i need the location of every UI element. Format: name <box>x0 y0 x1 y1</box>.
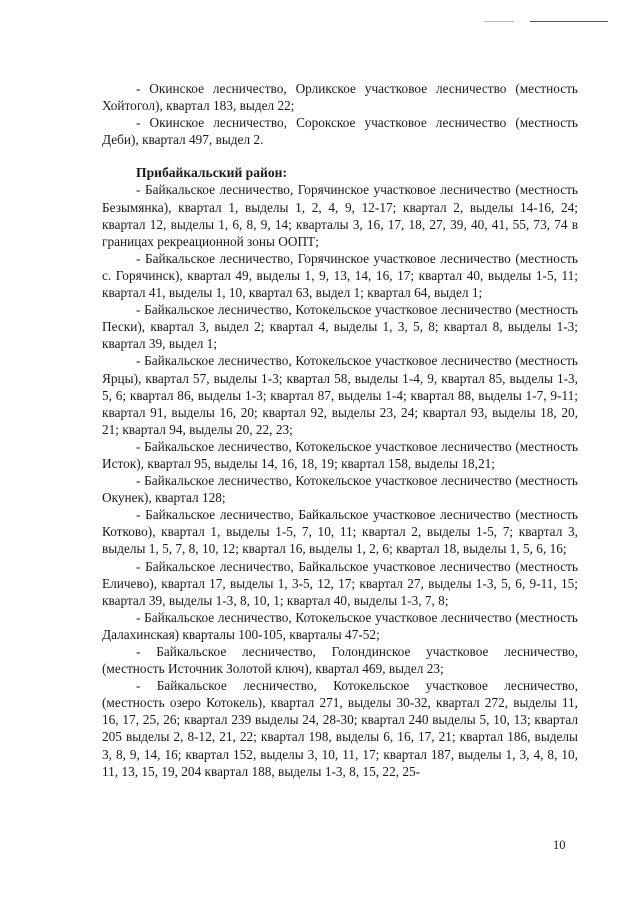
header-rule <box>530 21 608 22</box>
list-item: - Байкальское лесничество, Котокельское участковое лесничество (местность Исток), квартал 95, выделы 14, 16, 18, 19; квартал 158, выделы 18,21; <box>102 438 578 471</box>
list-item: - Байкальское лесничество, Котокельское участковое лесничество (местность Пески), квартал 3, выдел 2; квартал 4, выделы 1, 3, 5, 8; квартал 8, выделы 1-3; квартал 39, выдел 1; <box>102 302 578 352</box>
list-item: - Байкальское лесничество, Котокельское участковое лесничество (местность Окунек), квартал 128; <box>102 473 578 506</box>
list-item: - Байкальское лесничество, Котокельское участковое лесничество (местность Ярцы), квартал 57, выделы 1-3; квартал 58, выделы 1-4, 9, квартал 85, выделы 1-3, 5, 6; квартал 86, выделы 1-3; квартал 87, выделы 1-4; квартал 88, выделы 1-7, 9-11; квартал 91, выделы 16, 20; квартал 92, выделы 23, 24; квартал 93, выделы 18, 20, 21; квартал 94, выделы 20, 22, 23; <box>102 353 578 437</box>
header-rule-faint <box>484 21 514 22</box>
list-item: - Байкальское лесничество, Горячинское участковое лесничество (местность с. Горячинск), квартал 49, выделы 1, 9, 13, 14, 16, 17; квартал 40, выделы 1-5, 11; квартал 41, выделы 1, 10, квартал 63, выдел 1; квартал 64, выдел 1; <box>102 250 578 301</box>
list-item: - Байкальское лесничество, Байкальское участковое лесничество (местность Котково), квартал 1, выделы 1-5, 7, 10, 11; квартал 2, выделы 1-5, 7; квартал 3, выделы 1, 5, 7, 8, 10, 12; квартал 16, выделы 1, 2, 6; квартал 18, выделы 1, 5, 6, 16; <box>102 507 578 557</box>
intro-paragraph: - Окинское лесничество, Орликское участковое лесничество (местность Хойтогол), квартал 183, выдел 22; <box>102 81 578 114</box>
list-item: - Байкальское лесничество, Котокельское участковое лесничество (местность Далахинская) кварталы 100-105, кварталы 47-52; <box>102 609 578 642</box>
list-item: - Байкальское лесничество, Котокельское участковое лесничество, (местность озеро Котокель), квартал 271, выделы 30-32, квартал 272, выделы 11, 16, 17, 25, 26; квартал 239 выделы 24, 28-30; квартал 240 выделы 5, 10, 13; квартал 205 выделы 2, 8-12, 21, 22; квартал 198, выделы 6, 16, 17, 21; квартал 186, выделы 3, 8, 9, 14, 16; квартал 152, выделы 3, 10, 11, 17; квартал 187, выделы 1, 3, 4, 8, 10, 11, 13, 15, 19, 204 квартал 188, выделы 1-3, 8, 15, 22, 25- <box>102 678 578 779</box>
list-item: - Байкальское лесничество, Голондинское участковое лесничество, (местность Источник Золотой ключ), квартал 469, выдел 23; <box>102 644 578 677</box>
list-item: - Байкальское лесничество, Байкальское участковое лесничество (местность Еличево), квартал 17, выделы 1, 3-5, 12, 17; квартал 27, выделы 1-3, 5, 6, 9-11, 15; квартал 39, выделы 1-3, 8, 10, 1; квартал 40, выделы 1-3, 7, 8; <box>102 558 578 608</box>
page-number: 10 <box>553 838 566 852</box>
list-item: - Байкальское лесничество, Горячинское участковое лесничество (местность Безымянка), квартал 1, выделы 1, 2, 4, 9, 12-17; квартал 2, выделы 14-16, 24; квартал 12, выделы 1, 6, 8, 9, 14; кварталы 3, 16, 17, 18, 27, 39, 40, 41, 55, 73, 74 в границах рекреационной зоны ООПТ; <box>102 182 578 249</box>
section-heading: Прибайкальский район: <box>136 165 288 181</box>
document-body <box>102 80 578 780</box>
intro-paragraph: - Окинское лесничество, Сорокское участковое лесничество (местность Деби), квартал 497, выдел 2. <box>102 115 578 148</box>
